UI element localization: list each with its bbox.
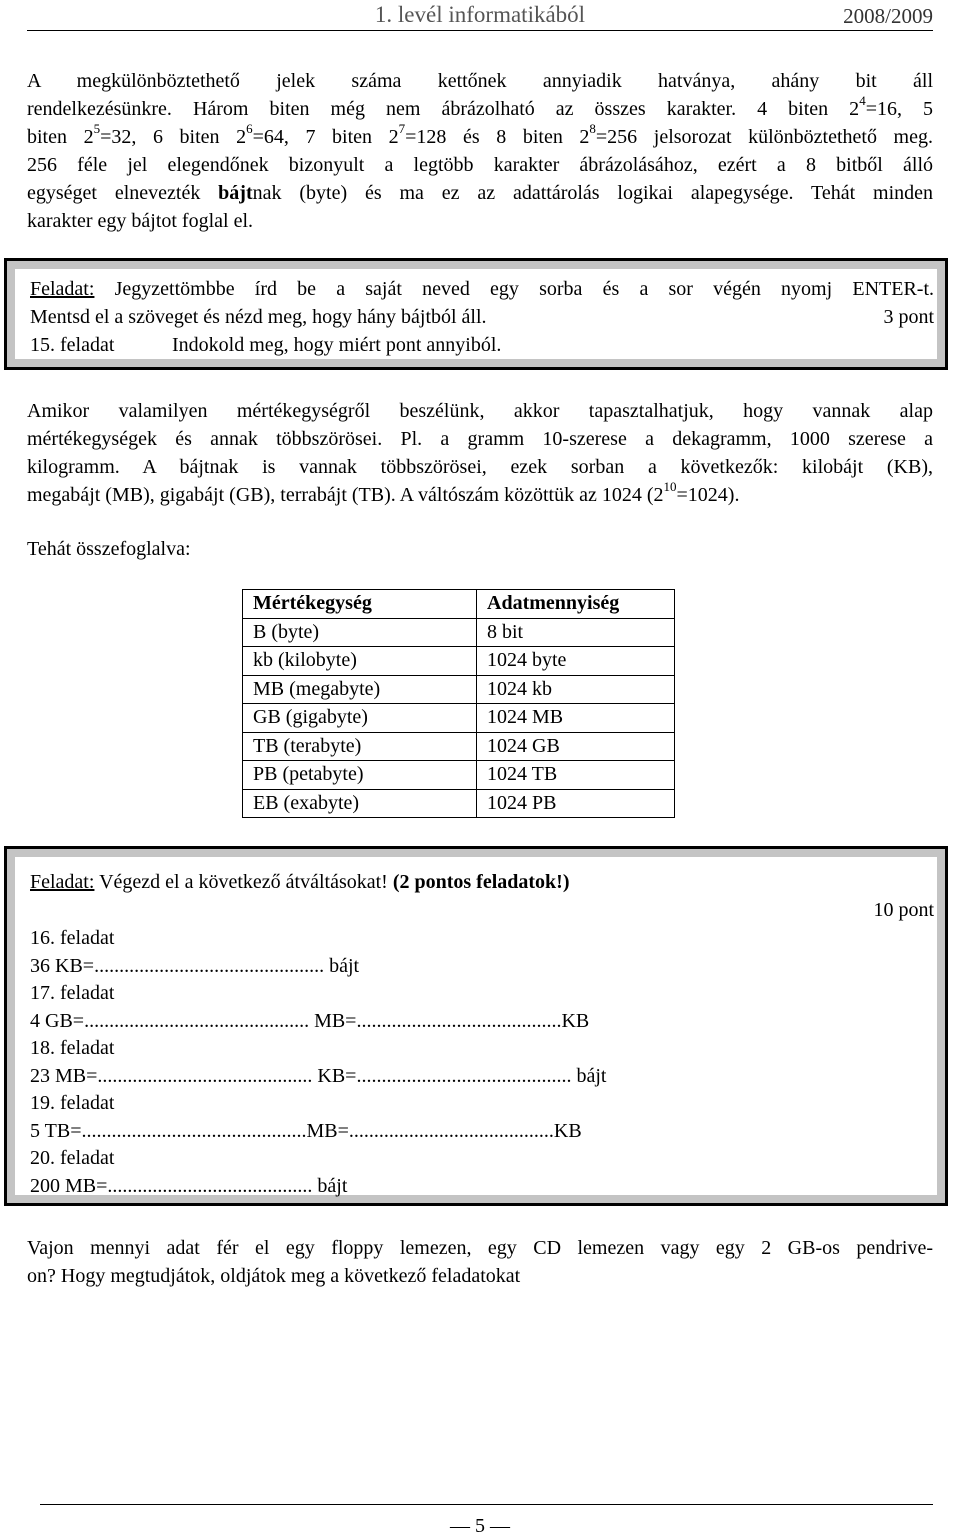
task-box-1-inner: [15, 269, 937, 359]
task2-item-num: 19. feladat: [30, 1092, 115, 1114]
task1-points: 3 pont: [883, 306, 934, 328]
table-header-row: [243, 590, 675, 619]
task1-label: Feladat:: [30, 278, 95, 300]
summary-label: Tehát összefoglalva:: [27, 538, 191, 560]
table-row: [243, 732, 675, 761]
task2-item-num: 16. feladat: [30, 927, 115, 949]
table-row: [243, 789, 675, 818]
intro-paragraph: [27, 67, 933, 235]
task1-number: 15. feladat: [30, 334, 115, 356]
intro-line-2: rendelkezésünkre. Három biten még nem ábrázolható az összes karakter. 4 biten $2^4=16$, 5: [27, 93, 933, 120]
para3-line-2: on? Hogy megtudjátok, oldjátok meg a következő feladatokat: [27, 1265, 521, 1287]
para3-line-1: Vajon mennyi adat fér el egy floppy lemezen, egy CD lemezen vagy egy 2 GB-os pendrive-: [27, 1237, 933, 1259]
intro-line-6: karakter egy bájtot foglal el.: [27, 210, 254, 232]
page-number: — 5 —: [450, 1515, 510, 1537]
units-paragraph: [27, 397, 933, 509]
table-row: [243, 704, 675, 733]
table-cell: 1024 MB: [477, 704, 675, 733]
table-header-amount: Adatmennyiség: [477, 590, 675, 619]
task-box-1: [4, 258, 948, 370]
task2-item-num: 17. feladat: [30, 982, 115, 1004]
para2-line-2: mértékegységek és annak többszörösei. Pl. a gramm 10-szerese a dekagramm, 1000 szerese a: [27, 428, 933, 450]
page-header: [27, 0, 933, 31]
closing-paragraph: [27, 1234, 933, 1290]
para2-line-3: kilogramm. A bájtnak is vannak többszörösei, ezek sorban a következők: kilobájt (KB),: [27, 456, 933, 478]
task2-label: Feladat:: [30, 871, 95, 893]
table-row: [243, 761, 675, 790]
task2-item-line: 36 KB=.............................................. bájt: [30, 954, 360, 977]
table-cell: B (byte): [243, 618, 477, 647]
intro-line-5: egységet elnevezték bájtnak (byte) és ma ez az adattárolás logikai alapegysége. Tehát minden: [27, 182, 933, 204]
task1-line-1: Feladat: Jegyzettömbbe írd be a saját neved egy sorba és a sor végén nyomj ENTER-t.: [30, 278, 934, 300]
header-title: 1. levél informatikából: [374, 2, 586, 27]
table-cell: EB (exabyte): [243, 789, 477, 818]
units-table: [242, 589, 675, 818]
footer-rule: [40, 1504, 933, 1505]
intro-line-3: biten $2^5=32$, 6 biten $2^6=64$, 7 biten $2^7=128$ és 8 biten $2^8=256$ jelsorozat különböztethető meg.: [27, 121, 933, 148]
task2-item-line: 4 GB=............................................. MB=.........................................KB: [30, 1009, 590, 1032]
table-cell: PB (petabyte): [243, 761, 477, 790]
table-row: [243, 675, 675, 704]
task-box-2: [4, 846, 948, 1206]
task2-item-line: 200 MB=......................................... bájt: [30, 1174, 348, 1197]
table-cell: TB (terabyte): [243, 732, 477, 761]
table-cell: 1024 GB: [477, 732, 675, 761]
table-cell: kb (kilobyte): [243, 647, 477, 676]
table-cell: 1024 PB: [477, 789, 675, 818]
table-row: [243, 618, 675, 647]
task1-line-3: 15. feladat Indokold meg, hogy miért pont annyiból.: [30, 334, 502, 356]
para2-line-4: megabájt (MB), gigabájt (GB), terrabájt (TB). A váltószám közöttük az 1024 $(2^{10}=1024)$.: [27, 479, 740, 506]
task2-points: 10 pont: [873, 899, 934, 921]
table-cell: GB (gigabyte): [243, 704, 477, 733]
table-cell: 1024 TB: [477, 761, 675, 790]
table-row: [243, 647, 675, 676]
table-cell: 1024 byte: [477, 647, 675, 676]
table-cell: MB (megabyte): [243, 675, 477, 704]
table-cell: 1024 kb: [477, 675, 675, 704]
task-box-2-inner: [15, 857, 937, 1195]
task2-item-num: 20. feladat: [30, 1147, 115, 1169]
header-year: 2008/2009: [843, 4, 933, 28]
task2-item-num: 18. feladat: [30, 1037, 115, 1059]
task2-item-line: 23 MB=........................................... KB=........................................... bájt: [30, 1064, 607, 1087]
para2-line-1: Amikor valamilyen mértékegységről beszélünk, akkor tapasztalhatjuk, hogy vannak alap: [27, 400, 933, 422]
task1-line-2: Mentsd el a szöveget és nézd meg, hogy hány bájtból áll. 3 pont: [30, 303, 934, 331]
task2-line-1: Feladat: Végezd el a következő átváltásokat! (2 pontos feladatok!): [30, 871, 570, 893]
intro-line-4: 256 féle jel elegendőnek bizonyult a legtöbb karakter ábrázolásához, ezért a 8 bitből álló: [27, 154, 933, 176]
intro-line-1: A megkülönböztethető jelek száma kettőnek annyiadik hatványa, ahány bit áll: [27, 70, 933, 92]
table-cell: 8 bit: [477, 618, 675, 647]
table-header-unit: Mértékegység: [243, 590, 477, 619]
task2-item-line: 5 TB=.............................................MB=.........................................KB: [30, 1119, 582, 1142]
